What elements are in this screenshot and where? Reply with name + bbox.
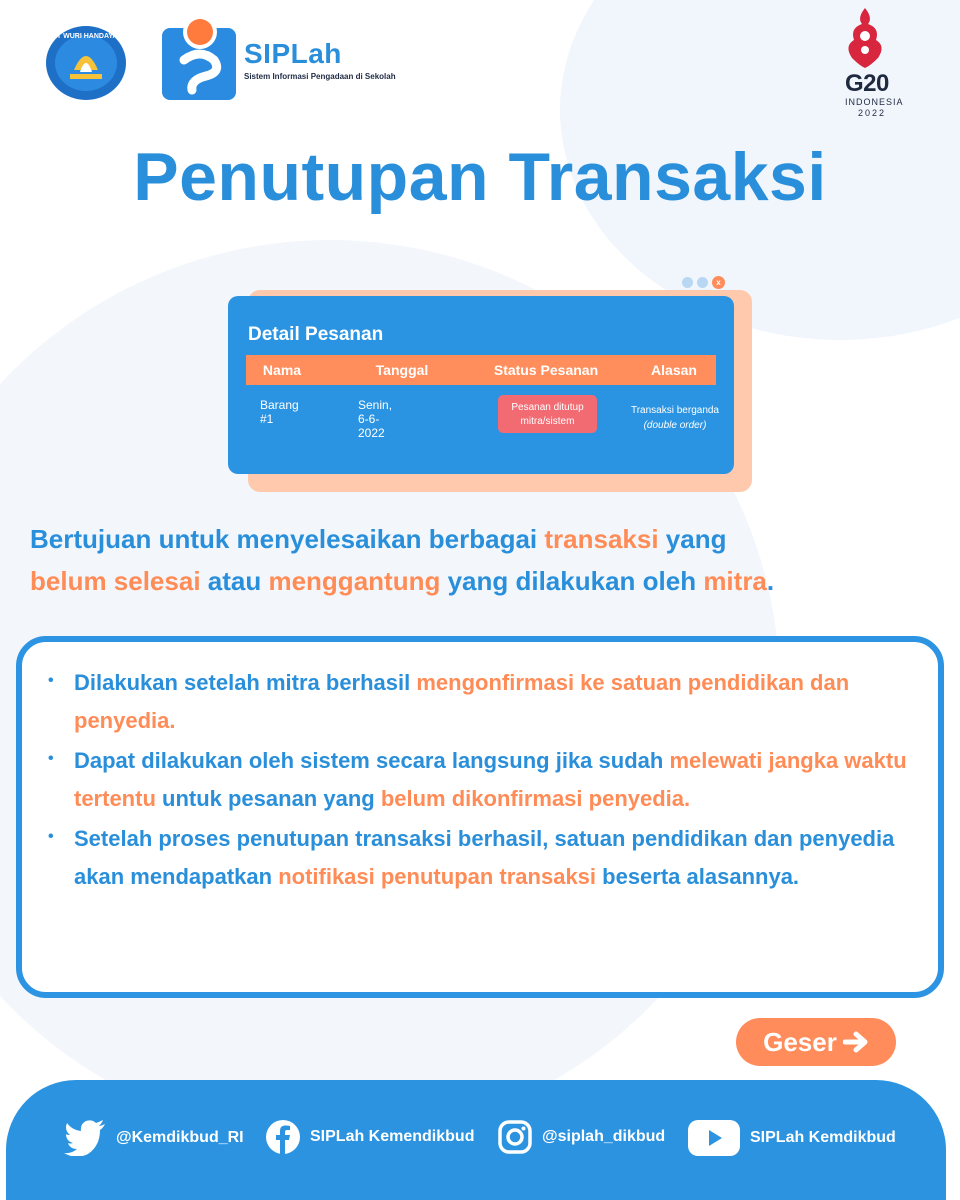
- text-span: Bertujuan untuk menyelesaikan berbagai: [30, 524, 545, 554]
- kemdikbud-motto: TUT WURI HANDAYANI: [47, 33, 125, 40]
- geser-label: Geser: [763, 1026, 837, 1057]
- text-span: yang dilakukan oleh: [440, 566, 704, 596]
- column-header-status: Status Pesanan: [493, 362, 599, 378]
- facebook-icon: [266, 1120, 300, 1154]
- g20-year: 2022: [858, 108, 887, 118]
- g20-emblem-icon: [840, 6, 890, 78]
- highlight-text: notifikasi penutupan transaksi: [278, 864, 597, 889]
- column-header-nama: Nama: [262, 362, 302, 378]
- bullet-list: [48, 664, 928, 896]
- text-span: Dapat dilakukan oleh sistem secara langsung jika sudah: [74, 748, 670, 773]
- text-span: untuk pesanan yang: [155, 786, 381, 811]
- text-span: atau: [200, 566, 269, 596]
- text-span: .: [766, 566, 775, 596]
- siplah-logo-icon: [162, 14, 236, 100]
- instagram-icon: [498, 1120, 532, 1154]
- facebook-name: SIPLah Kemendikbud: [310, 1128, 475, 1145]
- window-dot: [697, 277, 708, 288]
- highlight-text: belum selesai: [30, 566, 201, 596]
- status-line: Pesanan ditutup: [511, 402, 584, 413]
- cell-alasan: [622, 403, 728, 433]
- bullet-marker: •: [48, 750, 54, 767]
- page-title: Penutupan Transaksi: [133, 139, 827, 215]
- card-title: Detail Pesanan: [248, 324, 384, 345]
- text-span: Dilakukan setelah mitra berhasil: [74, 670, 417, 695]
- highlight-text: menggantung: [268, 566, 441, 596]
- alasan-line-italic: (double order): [643, 420, 707, 431]
- youtube-icon: [688, 1120, 740, 1156]
- g20-country: INDONESIA: [845, 97, 904, 107]
- detail-card: [228, 296, 734, 474]
- highlight-text: mitra: [703, 566, 767, 596]
- window-dot: [682, 277, 693, 288]
- social-twitter[interactable]: [64, 1120, 244, 1156]
- table-header: [246, 355, 716, 385]
- highlight-text: transaksi: [544, 524, 659, 554]
- twitter-icon: [64, 1120, 106, 1156]
- alasan-line: Transaksi berganda: [630, 405, 719, 416]
- text-span: Setelah proses penutupan transaksi berhasil, satuan pendidikan dan penyedia akan mendapatkan: [74, 826, 895, 889]
- status-line: mitra/sistem: [520, 416, 575, 427]
- twitter-handle: @Kemdikbud_RI: [116, 1129, 244, 1146]
- social-facebook[interactable]: [266, 1120, 474, 1154]
- text-span: beserta alasannya.: [596, 864, 800, 889]
- cell-tanggal: Senin, 6-6-2022: [358, 398, 393, 440]
- instagram-handle: @siplah_dikbud: [542, 1128, 666, 1145]
- arrow-right-icon: [843, 1030, 869, 1054]
- highlight-text: melewati jangka waktu tertentu: [74, 748, 907, 811]
- geser-button[interactable]: [736, 1018, 896, 1066]
- siplah-tagline: Sistem Informasi Pengadaan di Sekolah: [244, 72, 396, 81]
- bullet-marker: •: [48, 672, 54, 689]
- status-badge: [498, 395, 597, 433]
- column-header-tanggal: Tanggal: [375, 362, 429, 378]
- cell-nama: Barang #1: [260, 398, 299, 426]
- text-span: yang: [658, 524, 727, 554]
- g20-label: G20: [845, 70, 889, 97]
- youtube-name: SIPLah Kemdikbud: [750, 1129, 896, 1146]
- list-item: [48, 742, 928, 818]
- window-controls: [682, 276, 725, 289]
- bullet-marker: •: [48, 828, 54, 845]
- kemdikbud-logo: [44, 24, 128, 102]
- highlight-text: mengonfirmasi ke satuan pendidikan dan penyedia.: [74, 670, 850, 733]
- siplah-brand-name: SIPLah: [244, 38, 342, 69]
- column-header-alasan: Alasan: [651, 362, 697, 378]
- list-item: [48, 820, 928, 896]
- close-icon[interactable]: x: [712, 276, 725, 289]
- social-instagram[interactable]: [498, 1120, 665, 1154]
- highlight-text: belum dikonfirmasi penyedia.: [380, 786, 691, 811]
- social-youtube[interactable]: [688, 1120, 896, 1156]
- list-item: [48, 664, 928, 740]
- purpose-paragraph: [30, 518, 930, 602]
